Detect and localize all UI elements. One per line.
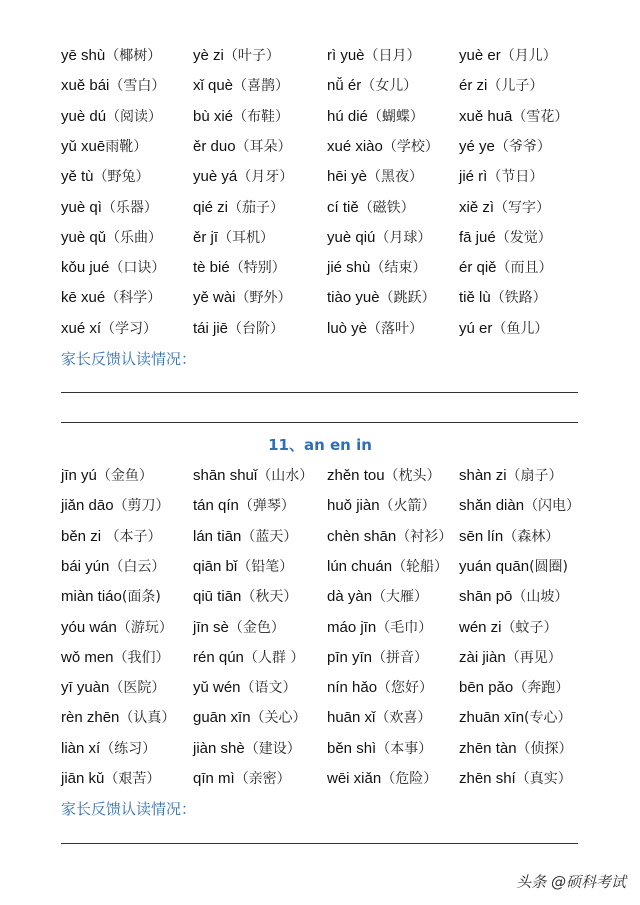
- pinyin: xué xí: [61, 319, 102, 337]
- word-row: [0, 162, 640, 192]
- word-entry: [459, 552, 568, 582]
- pinyin: bái yún: [61, 557, 110, 575]
- word-entry: [193, 71, 289, 101]
- hanzi: （口诀）: [109, 260, 166, 277]
- word-entry: [61, 491, 170, 521]
- hanzi: （关心）: [250, 710, 307, 727]
- word-entry: [459, 41, 557, 71]
- hanzi: (专心）: [524, 710, 572, 727]
- hanzi: （乐曲）: [106, 229, 163, 246]
- word-row: [0, 71, 640, 101]
- pinyin: ěr duo: [193, 137, 236, 155]
- word-row: [0, 643, 640, 673]
- word-entry: [459, 193, 550, 223]
- hanzi: （衬衫）: [396, 528, 453, 545]
- word-entry: [459, 673, 569, 703]
- hanzi: （椰树）: [105, 48, 162, 64]
- word-entry: [327, 283, 436, 313]
- pinyin: wǒ men: [61, 648, 114, 666]
- pinyin: yè zi: [193, 47, 224, 64]
- pinyin: qīn mì: [193, 770, 235, 787]
- pinyin: shān shuǐ: [193, 467, 258, 484]
- pinyin: rén qún: [193, 648, 244, 666]
- pinyin: ěr jī: [193, 228, 219, 246]
- word-entry: [61, 673, 165, 703]
- hanzi: （结束）: [370, 260, 427, 277]
- word-row: [0, 613, 640, 643]
- hanzi: （火箭）: [379, 498, 436, 515]
- word-entry: [459, 102, 568, 132]
- word-entry: [193, 102, 289, 132]
- word-entry: [327, 162, 423, 192]
- pinyin: xuě huā: [459, 107, 513, 125]
- word-row: [0, 764, 640, 794]
- pinyin: zhēn tàn: [459, 739, 517, 757]
- hanzi: （危险）: [381, 771, 438, 787]
- hanzi: （布鞋）: [233, 108, 290, 125]
- hanzi: (面条): [121, 589, 161, 606]
- word-entry: [327, 764, 437, 794]
- word-row: [0, 552, 640, 582]
- hanzi: （弹琴）: [238, 498, 295, 515]
- hanzi: （真实）: [515, 771, 572, 787]
- pinyin: xuě bái: [61, 77, 110, 95]
- word-entry: [327, 643, 428, 673]
- hanzi: （闪电）: [524, 498, 581, 515]
- word-entry: [193, 734, 301, 764]
- pinyin: jiǎn dāo: [61, 497, 114, 515]
- pinyin: kē xué: [61, 289, 106, 307]
- hanzi: （本事）: [376, 740, 433, 757]
- pinyin: shān pō: [459, 588, 513, 606]
- hanzi: （艰苦）: [104, 771, 161, 787]
- pinyin: nín hǎo: [327, 679, 378, 697]
- word-entry: [193, 314, 284, 344]
- word-row: [0, 491, 640, 521]
- word-entry: [193, 41, 280, 71]
- pinyin: jiān kǔ: [61, 770, 105, 787]
- hanzi: （欢喜）: [375, 710, 432, 727]
- pinyin: shǎn diàn: [459, 497, 525, 515]
- hanzi: （落叶）: [367, 320, 424, 337]
- word-row: [0, 193, 640, 223]
- section-title: 11、an en in: [268, 436, 372, 454]
- hanzi: （剪刀）: [113, 498, 170, 515]
- word-entry: [327, 102, 424, 132]
- hanzi: （铁路）: [490, 290, 547, 307]
- pinyin: xiě zì: [459, 198, 495, 216]
- word-entry: [327, 491, 436, 521]
- hanzi: （阅读）: [106, 108, 163, 125]
- hanzi: （亲密）: [234, 771, 291, 787]
- pinyin: tiě lù: [459, 289, 491, 307]
- word-entry: [327, 703, 431, 733]
- word-entry: [193, 253, 286, 283]
- hanzi: （野兔）: [93, 169, 150, 186]
- hanzi: （而且）: [496, 260, 553, 277]
- word-entry: [193, 613, 285, 643]
- pinyin: qiū tiān: [193, 588, 242, 606]
- pinyin: hú dié: [327, 107, 368, 125]
- hanzi: （雪花）: [512, 108, 569, 125]
- pinyin: shàn zi: [459, 467, 507, 484]
- hanzi: （我们）: [113, 649, 170, 666]
- hanzi: （大雁）: [372, 589, 429, 606]
- hanzi: （金色）: [228, 619, 285, 636]
- hanzi: （扇子）: [506, 468, 563, 484]
- word-entry: [327, 132, 439, 162]
- hanzi: （节日）: [487, 169, 544, 186]
- pinyin: huān xǐ: [327, 709, 376, 727]
- hanzi: （女儿）: [361, 78, 418, 95]
- pinyin: jié rì: [459, 168, 488, 186]
- hanzi: （铅笔）: [237, 558, 294, 575]
- pinyin: jié shù: [327, 259, 371, 277]
- word-row: [0, 223, 640, 253]
- hanzi: （再见）: [505, 649, 562, 666]
- word-entry: [327, 734, 432, 764]
- word-entry: [459, 734, 573, 764]
- hanzi: （发觉）: [495, 229, 552, 246]
- pinyin: hēi yè: [327, 168, 368, 186]
- word-entry: [61, 314, 157, 344]
- pinyin: yuè dú: [61, 107, 107, 125]
- hanzi: （枕头）: [384, 468, 441, 484]
- hanzi: （奔跑）: [513, 680, 570, 697]
- pinyin: yuè er: [459, 47, 501, 64]
- pinyin: yě tù: [61, 168, 94, 186]
- pinyin: yuè qì: [61, 198, 102, 216]
- hanzi: （野外）: [235, 290, 292, 307]
- hanzi: (圆圈): [529, 558, 569, 575]
- writing-line: [61, 392, 578, 393]
- word-entry: [327, 314, 423, 344]
- hanzi: （学习）: [101, 320, 158, 337]
- word-row: [0, 582, 640, 612]
- pinyin: rèn zhēn: [61, 709, 120, 727]
- word-entry: [61, 253, 165, 283]
- pinyin: cí tiě: [327, 198, 359, 216]
- parent-feedback-label: 家长反馈认读情况：: [61, 350, 197, 368]
- pinyin: pīn yīn: [327, 648, 373, 666]
- pinyin: bēn pǎo: [459, 679, 514, 697]
- word-entry: [193, 643, 304, 673]
- word-row: [0, 132, 640, 162]
- pinyin: bù xié: [193, 107, 234, 125]
- word-entry: [459, 643, 562, 673]
- hanzi: （乐器）: [101, 199, 158, 216]
- word-entry: [61, 132, 147, 162]
- hanzi: （金鱼）: [96, 468, 153, 484]
- word-entry: [61, 162, 150, 192]
- word-entry: [193, 283, 292, 313]
- hanzi: （月球）: [375, 229, 432, 246]
- word-entry: [327, 41, 421, 71]
- hanzi: （写字）: [494, 199, 551, 216]
- word-entry: [61, 71, 165, 101]
- hanzi: （耳朵）: [235, 138, 292, 155]
- word-entry: [193, 552, 293, 582]
- word-entry: [459, 613, 558, 643]
- word-entry: [61, 283, 161, 313]
- hanzi: （儿子）: [487, 78, 544, 95]
- hanzi: （山坡）: [512, 589, 569, 606]
- hanzi: （蚊子）: [501, 619, 558, 636]
- word-row: [0, 703, 640, 733]
- hanzi: （建设）: [244, 740, 301, 757]
- word-entry: [193, 703, 307, 733]
- pinyin: yú er: [459, 319, 493, 337]
- word-entry: [193, 582, 297, 612]
- pinyin: yuán quān: [459, 557, 530, 575]
- hanzi: （练习）: [100, 740, 157, 757]
- word-entry: [61, 734, 156, 764]
- pinyin: huǒ jiàn: [327, 497, 380, 515]
- pinyin: qié zi: [193, 198, 229, 216]
- hanzi: （特别）: [229, 260, 286, 277]
- word-entry: [193, 193, 284, 223]
- pinyin: tán qín: [193, 497, 239, 515]
- pinyin: jīn sè: [193, 618, 229, 636]
- pinyin: chèn shān: [327, 527, 397, 545]
- pinyin: xǐ què: [193, 77, 234, 95]
- word-entry: [61, 102, 162, 132]
- word-entry: [61, 552, 165, 582]
- word-entry: [327, 71, 417, 101]
- hanzi: （爷爷）: [494, 138, 551, 155]
- hanzi: 雨靴）: [105, 138, 148, 155]
- word-entry: [61, 193, 158, 223]
- hanzi: （认真）: [119, 710, 176, 727]
- word-row: [0, 102, 640, 132]
- pinyin: xué xiào: [327, 137, 383, 155]
- word-entry: [61, 764, 160, 794]
- word-entry: [459, 703, 572, 733]
- word-entry: [61, 41, 161, 71]
- hanzi: （语文）: [240, 680, 297, 697]
- pinyin: yóu wán: [61, 618, 117, 636]
- word-entry: [193, 132, 292, 162]
- word-entry: [327, 673, 433, 703]
- pinyin: liàn xí: [61, 739, 101, 757]
- word-entry: [459, 283, 547, 313]
- word-entry: [61, 582, 161, 612]
- word-entry: [327, 613, 432, 643]
- pinyin: yě wài: [193, 289, 236, 307]
- word-entry: [459, 491, 580, 521]
- word-entry: [459, 314, 548, 344]
- pinyin: yé ye: [459, 137, 495, 155]
- hanzi: （喜鹊）: [233, 78, 290, 95]
- parent-feedback-label: 家长反馈认读情况：: [61, 800, 197, 818]
- pinyin: yē shù: [61, 47, 106, 64]
- pinyin: fā jué: [459, 228, 496, 246]
- word-entry: [327, 253, 426, 283]
- pinyin: wēi xiǎn: [327, 770, 382, 787]
- pinyin: dà yàn: [327, 588, 373, 606]
- hanzi: （磁铁）: [358, 199, 415, 216]
- hanzi: （秋天）: [241, 589, 298, 606]
- hanzi: （台阶）: [228, 320, 285, 337]
- pinyin: jīn yú: [61, 467, 97, 484]
- word-row: [0, 522, 640, 552]
- pinyin: luò yè: [327, 319, 368, 337]
- hanzi: （日月）: [364, 48, 421, 64]
- pinyin: jiàn shè: [193, 739, 245, 757]
- word-entry: [459, 71, 543, 101]
- word-entry: [459, 162, 543, 192]
- pinyin: běn shì: [327, 739, 377, 757]
- pinyin: sēn lín: [459, 527, 504, 545]
- pinyin: qiān bǐ: [193, 557, 238, 575]
- hanzi: （叶子）: [223, 48, 280, 64]
- pinyin: miàn tiáo: [61, 588, 122, 606]
- word-row: [0, 283, 640, 313]
- word-entry: [327, 522, 452, 552]
- pinyin: yī yuàn: [61, 679, 110, 697]
- watermark: 头条 @硕科考试: [516, 873, 626, 891]
- pinyin: běn zi: [61, 527, 102, 545]
- word-entry: [193, 764, 291, 794]
- word-row: [0, 734, 640, 764]
- pinyin: tè bié: [193, 259, 230, 277]
- pinyin: rì yuè: [327, 47, 365, 64]
- hanzi: （耳机）: [218, 229, 275, 246]
- pinyin: tiào yuè: [327, 289, 380, 307]
- pinyin: yuè yá: [193, 168, 238, 186]
- word-entry: [459, 461, 563, 491]
- pinyin: lán tiān: [193, 527, 242, 545]
- hanzi: （本子）: [101, 528, 162, 545]
- word-entry: [459, 522, 559, 552]
- hanzi: （白云）: [109, 558, 166, 575]
- word-entry: [193, 522, 297, 552]
- word-entry: [459, 253, 553, 283]
- hanzi: （跳跃）: [379, 290, 436, 307]
- pinyin: zhēn shí: [459, 770, 516, 787]
- hanzi: （医院）: [109, 680, 166, 697]
- hanzi: （山水）: [257, 468, 314, 484]
- hanzi: （蝴蝶）: [367, 108, 424, 125]
- hanzi: （人群 ）: [243, 649, 305, 666]
- word-entry: [459, 132, 551, 162]
- hanzi: （轮船）: [392, 558, 449, 575]
- pinyin: ér qiě: [459, 259, 497, 277]
- hanzi: （雪白）: [109, 78, 166, 95]
- pinyin: wén zi: [459, 618, 502, 636]
- pinyin: zhuān xīn: [459, 709, 525, 727]
- word-entry: [61, 703, 175, 733]
- pinyin: zhěn tou: [327, 467, 385, 484]
- word-entry: [327, 193, 415, 223]
- word-entry: [327, 461, 441, 491]
- word-entry: [193, 673, 297, 703]
- word-entry: [193, 461, 313, 491]
- hanzi: （月儿）: [500, 48, 557, 64]
- pinyin: guān xīn: [193, 709, 251, 727]
- hanzi: （茄子）: [228, 199, 285, 216]
- word-row: [0, 314, 640, 344]
- word-row: [0, 253, 640, 283]
- hanzi: （学校）: [382, 138, 439, 155]
- word-entry: [327, 552, 448, 582]
- hanzi: （拼音）: [372, 649, 429, 666]
- word-entry: [193, 491, 295, 521]
- word-entry: [327, 223, 431, 253]
- word-entry: [61, 223, 162, 253]
- word-entry: [61, 461, 153, 491]
- word-entry: [459, 223, 552, 253]
- hanzi: （鱼儿）: [492, 320, 549, 337]
- hanzi: （科学）: [105, 290, 162, 307]
- writing-line: [61, 422, 578, 423]
- pinyin: zài jiàn: [459, 648, 506, 666]
- hanzi: （您好）: [377, 680, 434, 697]
- hanzi: （侦探）: [516, 740, 573, 757]
- pinyin: ér zi: [459, 77, 488, 95]
- word-entry: [61, 522, 161, 552]
- word-entry: [61, 613, 173, 643]
- pinyin: tái jiē: [193, 319, 229, 337]
- word-entry: [459, 764, 572, 794]
- pinyin: kǒu jué: [61, 259, 110, 277]
- word-row: [0, 673, 640, 703]
- pinyin: máo jīn: [327, 618, 377, 636]
- word-entry: [459, 582, 568, 612]
- pinyin: yǔ wén: [193, 679, 241, 697]
- hanzi: （森林）: [503, 528, 560, 545]
- hanzi: （蓝天）: [241, 528, 298, 545]
- hanzi: （黑夜）: [367, 169, 424, 186]
- word-entry: [61, 643, 170, 673]
- word-entry: [193, 162, 293, 192]
- pinyin: yuè qǔ: [61, 228, 107, 246]
- pinyin: yuè qiú: [327, 228, 376, 246]
- writing-line: [61, 843, 578, 844]
- word-entry: [327, 582, 428, 612]
- pinyin: nǚ ér: [327, 77, 362, 95]
- hanzi: （毛巾）: [376, 619, 433, 636]
- hanzi: （月牙）: [237, 169, 294, 186]
- word-row: [0, 41, 640, 71]
- hanzi: （游玩）: [116, 619, 173, 636]
- pinyin: lún chuán: [327, 557, 393, 575]
- word-row: [0, 461, 640, 491]
- word-entry: [193, 223, 274, 253]
- pinyin: yǔ xuē: [61, 137, 106, 155]
